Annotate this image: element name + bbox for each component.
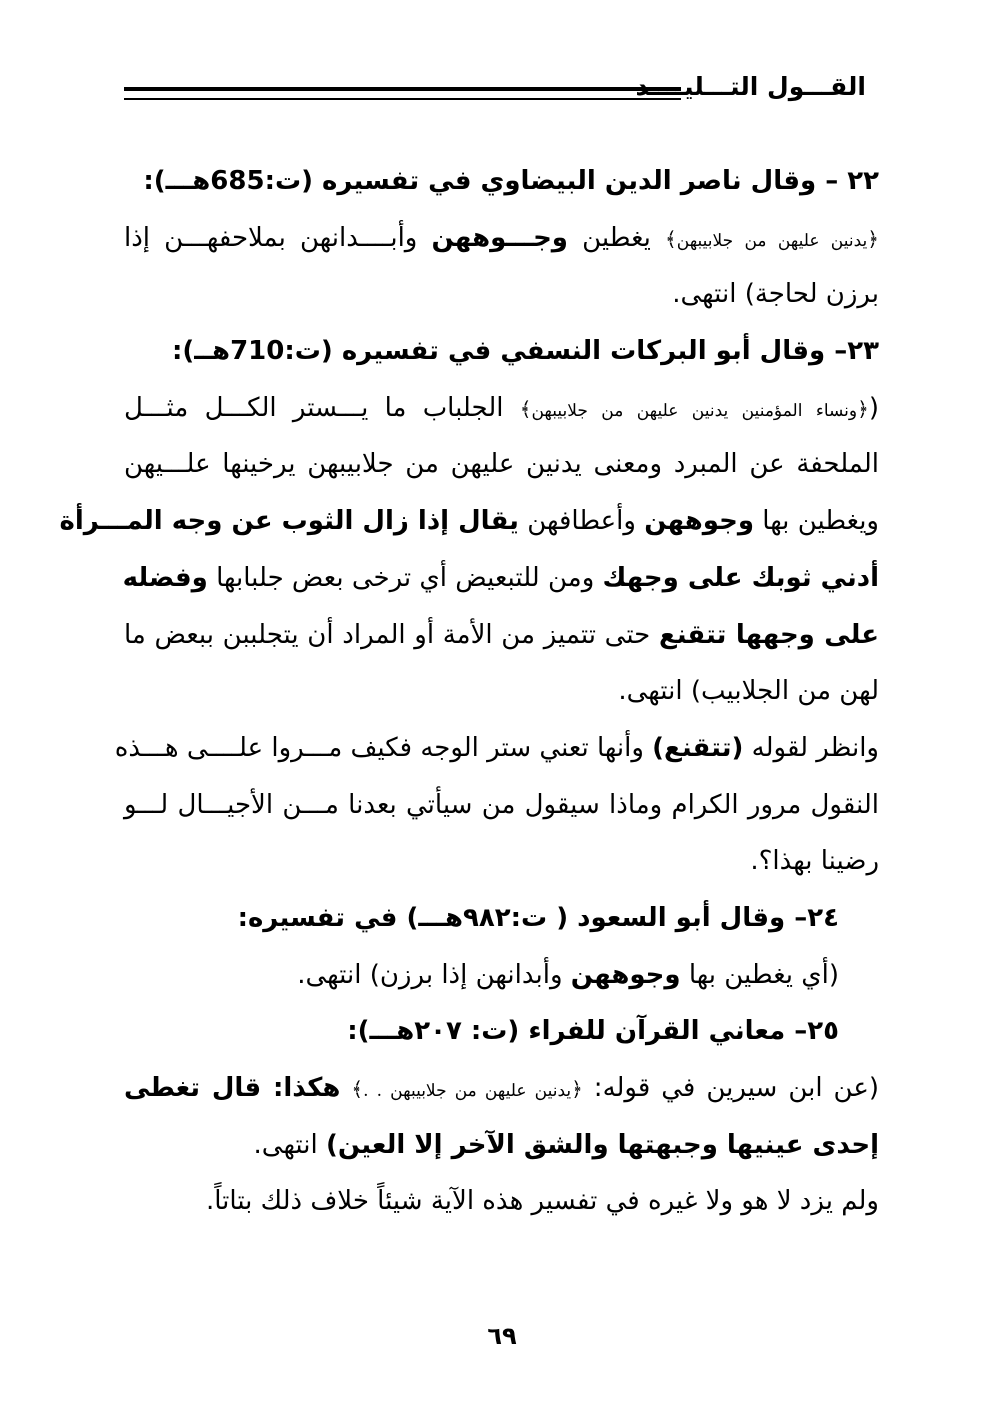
text-line xyxy=(124,550,879,607)
ornate-bracket: ﴿ xyxy=(867,226,879,251)
text-segment xyxy=(340,1073,351,1103)
bold-text: وجوههن xyxy=(570,959,681,990)
text-segment: (عن ابن سيرين في قوله: xyxy=(582,1073,879,1103)
ornate-bracket: ﴾ xyxy=(351,1077,364,1101)
text-segment: انتهى. xyxy=(253,1129,327,1160)
text-line xyxy=(124,663,879,720)
bold-text: على وجهها تتقنع xyxy=(658,619,879,650)
text-line xyxy=(124,1060,879,1117)
section-heading xyxy=(124,323,879,380)
text-line xyxy=(124,833,879,890)
text-line xyxy=(124,1117,879,1174)
bold-text: ٢٢ – وقال ناصر الدين البيضاوي في تفسيره (ت:685هـــ): xyxy=(143,166,879,196)
text-line xyxy=(124,947,879,1004)
text-line xyxy=(114,720,879,777)
text-segment: النقول مرور الكرام وماذا سيقول من سيأتي بعدنا مـــن الأجيـــال لـــو xyxy=(124,789,879,820)
bold-text: إحدى عينيها وجبهتها والشق الآخر إلا العين) xyxy=(326,1129,879,1160)
bold-text: ٢٥– معاني القرآن للفراء (ت: ٢٠٧هـــ): xyxy=(347,1016,839,1047)
text-segment: وأنها تعني ستر الوجه فكيف مـــروا علــــى هـــذه xyxy=(114,732,653,763)
body-text xyxy=(59,153,879,1230)
bold-text: وجـــوههن xyxy=(431,222,568,253)
text-segment: لهن من الجلابيب) انتهى. xyxy=(618,676,879,707)
text-segment: وانظر لقوله xyxy=(743,732,879,763)
text-segment: وأبدانهن إذا برزن) انتهى. xyxy=(297,959,571,990)
text-segment: الملحفة عن المبرد ومعنى يدنين عليهن من جلابيبهن يرخينها علـــيهن xyxy=(124,449,879,480)
bold-text: هكذا: قال تغطى xyxy=(124,1073,341,1103)
bold-text: ٢٤– وقال أبو السعود ( ت:٩٨٢هـــ) في تفسيره: xyxy=(237,902,839,933)
bold-text: وجوههن xyxy=(644,506,755,537)
text-segment: وأبــــدانهن بملاحفهـــن إذا xyxy=(124,222,432,253)
running-header-title: القـــول التـــليــــد xyxy=(635,72,866,101)
bold-text: (تتقنع) xyxy=(652,732,744,763)
bold-text: ٢٣– وقال أبو البركات النسفي في تفسيره (ت:710هــ): xyxy=(171,336,879,367)
text-line xyxy=(124,436,879,493)
section-heading xyxy=(124,890,879,947)
header-rule xyxy=(124,87,681,100)
ornate-bracket: ﴾ xyxy=(665,226,677,251)
text-segment: ولم يزد لا هو ولا غيره في تفسير هذه الآية شيئاً خلاف ذلك بتاتاً. xyxy=(205,1186,879,1217)
text-line xyxy=(59,493,879,550)
text-line xyxy=(124,777,879,834)
section-heading xyxy=(124,153,879,210)
ornate-bracket: ﴿ xyxy=(857,396,869,421)
text-line xyxy=(124,266,879,323)
quran-quote: يدنين عليهن من جلابيبهن . . xyxy=(363,1081,572,1101)
text-segment: الجلباب ما يـــستر الكـــل مثـــل xyxy=(124,392,520,423)
text-segment: برزن لحاجة) انتهى. xyxy=(672,279,879,310)
bold-text: أدني ثوبك على وجهك xyxy=(602,562,879,593)
text-line xyxy=(124,607,879,664)
ornate-bracket: ﴾ xyxy=(519,396,532,421)
ornate-bracket: ﴿ xyxy=(571,1077,583,1101)
quran-quote: ونساء المؤمنين يدنين عليهن من جلابيبهن xyxy=(531,400,858,421)
page-number: ٦٩ xyxy=(487,1322,517,1350)
text-segment: ويغطين بها xyxy=(754,506,879,537)
text-segment: ( xyxy=(868,392,879,423)
bold-text: وفضله xyxy=(122,562,208,593)
quran-quote: يدنين عليهن من جلابيبهن xyxy=(676,230,868,251)
text-segment: حتى تتميز من الأمة أو المراد أن يتجلببن ببعض ما xyxy=(124,619,659,650)
section-heading xyxy=(124,1003,879,1060)
text-segment: (أي يغطين بها xyxy=(680,959,839,990)
text-segment: ومن للتبعيض أي ترخى بعض جلبابها xyxy=(207,562,603,593)
text-segment: يغطين xyxy=(567,222,666,253)
text-segment: رضينا بهذا؟. xyxy=(750,846,879,877)
text-line xyxy=(124,1173,879,1230)
text-segment: وأعطافهن xyxy=(518,506,645,537)
text-line xyxy=(124,380,879,437)
bold-text: يقال إذا زال الثوب عن وجه المـــرأة xyxy=(59,506,519,537)
text-line xyxy=(124,210,879,267)
